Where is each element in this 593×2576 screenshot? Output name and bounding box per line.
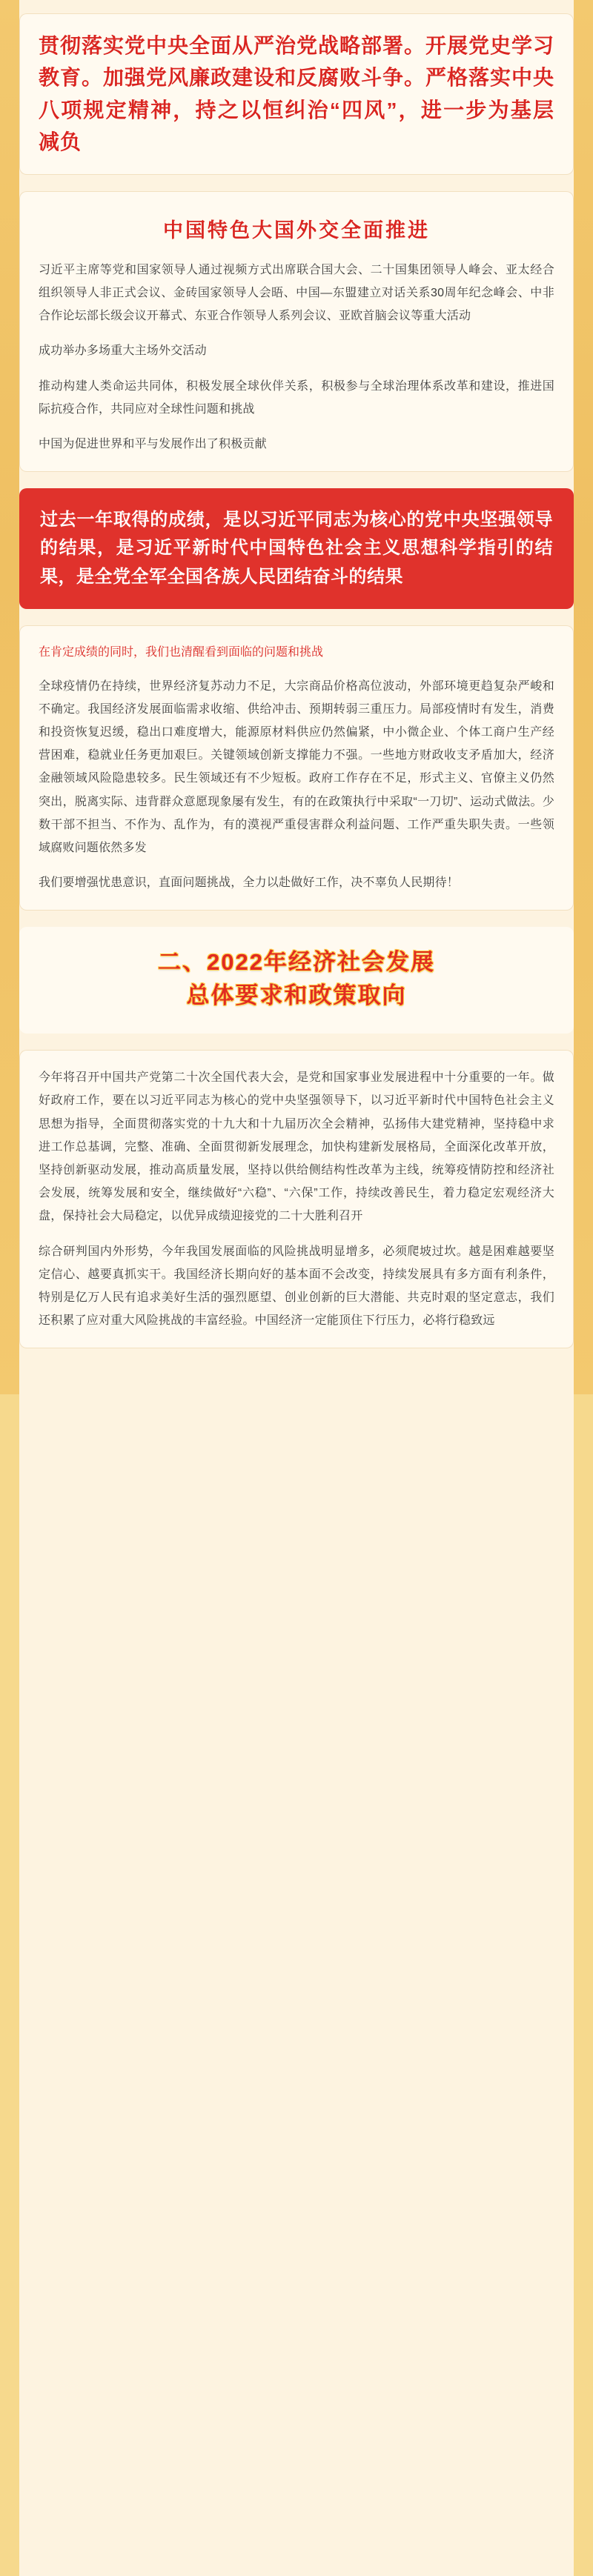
left-decorative-rail <box>0 0 19 1394</box>
section-diplomacy <box>19 191 574 473</box>
diplomacy-paragraph-1: 习近平主席等党和国家领导人通过视频方式出席联合国大会、二十国集团领导人峰会、亚太经合组织领导人非正式会议、金砖国家领导人会晤、中国—东盟建立对话关系30周年纪念峰会、中非合作论坛部长级会议开幕式、东亚合作领导人系列会议、亚欧首脑会议等重大活动 <box>39 263 554 323</box>
section-two-paragraph-1: 今年将召开中国共产党第二十次全国代表大会，是党和国家事业发展进程中十分重要的一年。做好政府工作，要在以习近平同志为核心的党中央坚强领导下，以习近平新时代中国特色社会主义思想为指导，全面贯彻落实党的十九大和十九届历次全会精神，弘扬伟大建党精神，坚持稳中求进工作总基调，完整、准确、全面贯彻新发展理念，加快构建新发展格局，全面深化改革开放，坚持创新驱动发展，推动高质量发展，坚持以供给侧结构性改革为主线，统筹疫情防控和经济社会发展，统筹发展和安全，继续做好“六稳”、“六保”工作，持续改善民生，着力稳定宏观经济大盘，保持社会大局稳定，以优异成绩迎接党的二十大胜利召开 <box>39 1071 554 1223</box>
section-two-title-line1: 二、2022年经济社会发展 <box>158 949 435 976</box>
diplomacy-title: 中国特色大国外交全面推进 <box>163 219 430 242</box>
diplomacy-paragraph-4: 中国为促进世界和平与发展作出了积极贡献 <box>39 437 267 450</box>
diplomacy-paragraph-3: 推动构建人类命运共同体，积极发展全球伙伴关系，积极参与全球治理体系改革和建设，推进国际抗疫合作，共同应对全球性问题和挑战 <box>39 379 554 416</box>
challenges-lead: 在肯定成绩的同时，我们也清醒看到面临的问题和挑战 <box>39 646 324 659</box>
section-achievements <box>19 488 574 609</box>
section-strategy <box>19 13 574 175</box>
right-decorative-rail <box>574 0 593 1394</box>
section-two-paragraph-2: 综合研判国内外形势，今年我国发展面临的风险挑战明显增多，必须爬坡过坎。越是困难越要坚定信心、越要真抓实干。我国经济长期向好的基本面不会改变，持续发展具有多方面有利条件，特别是亿万人民有追求美好生活的强烈愿望、创业创新的巨大潜能、共克时艰的坚定意志，我们还积累了应对重大风险挑战的丰富经验。中国经济一定能顶住下行压力，必将行稳致远 <box>39 1245 554 1328</box>
section-two-body <box>19 1050 574 1348</box>
challenges-paragraph-1: 全球疫情仍在持续，世界经济复苏动力不足，大宗商品价格高位波动，外部环境更趋复杂严峻和不确定。我国经济发展面临需求收缩、供给冲击、预期转弱三重压力。局部疫情时有发生，消费和投资恢复迟缓，稳出口难度增大，能源原材料供应仍然偏紧，中小微企业、个体工商户生产经营困难，稳就业任务更加艰巨。关键领域创新支撑能力不强。一些地方财政收支矛盾加大，经济金融领域风险隐患较多。民生领域还有不少短板。政府工作存在不足，形式主义、官僚主义仍然突出，脱离实际、违背群众意愿现象屡有发生，有的在政策执行中采取“一刀切”、运动式做法。少数干部不担当、不作为、乱作为，有的漠视严重侵害群众利益问题、工作严重失职失责。一些领域腐败问题依然多发 <box>39 679 554 854</box>
diplomacy-paragraph-2: 成功举办多场重大主场外交活动 <box>39 345 207 358</box>
section-two-banner <box>19 927 574 1034</box>
strategy-headline: 贯彻落实党中央全面从严治党战略部署。开展党史学习教育。加强党风廉政建设和反腐败斗争。严格落实中央八项规定精神，持之以恒纠治“四风”，进一步为基层减负 <box>39 34 555 154</box>
achievements-text: 过去一年取得的成绩，是以习近平同志为核心的党中央坚强领导的结果，是习近平新时代中国特色社会主义思想科学指引的结果，是全党全军全国各族人民团结奋斗的结果 <box>40 510 553 587</box>
section-challenges <box>19 625 574 911</box>
challenges-paragraph-2: 我们要增强忧患意识，直面问题挑战，全力以赴做好工作，决不辜负人民期待！ <box>39 876 460 890</box>
section-two-title-line2: 总体要求和政策取向 <box>186 982 407 1009</box>
